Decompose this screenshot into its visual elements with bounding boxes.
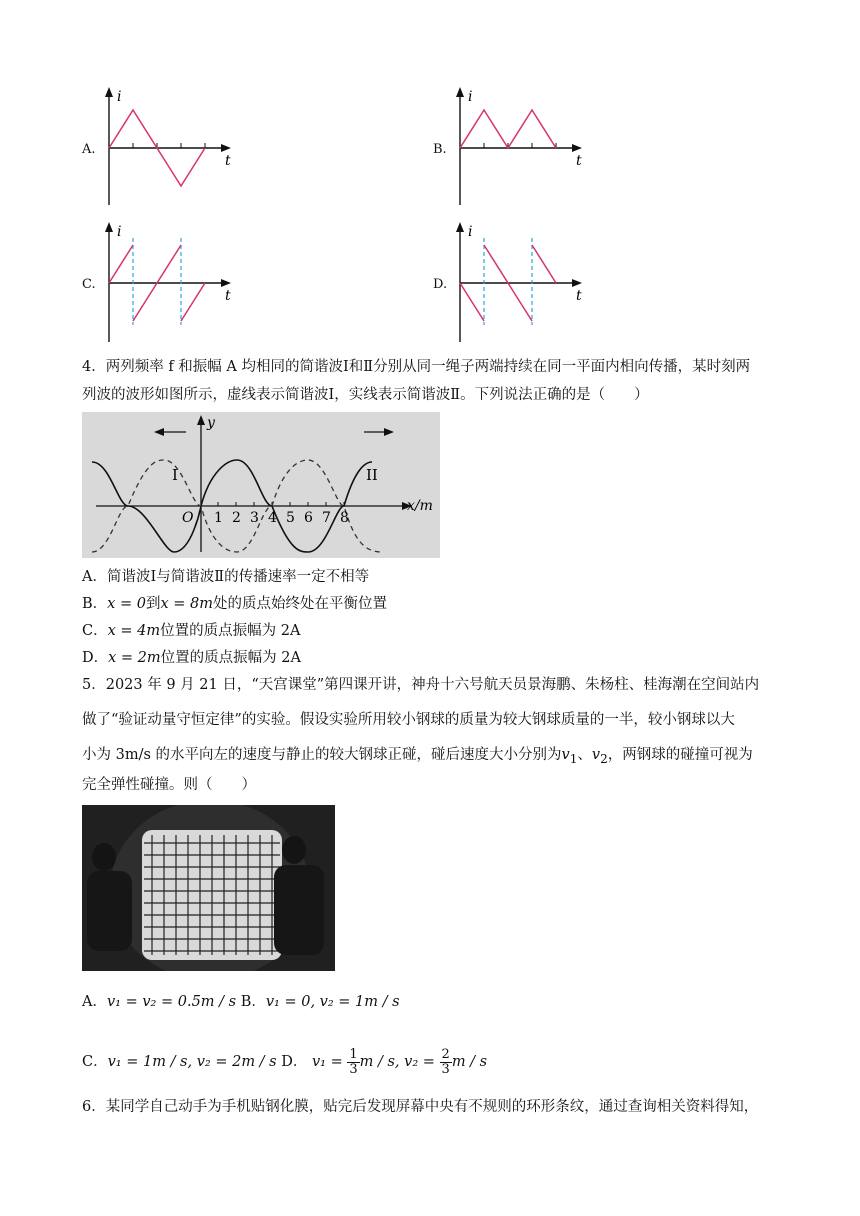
- q6-stem-line-1: 6．某同学自己动手为手机贴钢化膜，贴完后发现屏幕中央有不规则的环形条纹，通过查询相关资料得知，: [82, 1099, 759, 1115]
- q4-option-c: C．x = 4m位置的质点振幅为 2A: [82, 623, 301, 639]
- x-axis-label: x/m: [407, 498, 433, 514]
- origin-label: O: [182, 510, 194, 526]
- wave2-label: II: [366, 466, 378, 484]
- svg-text:i: i: [117, 89, 122, 105]
- space-station-photo: [82, 805, 335, 971]
- tick-label: 3: [250, 510, 259, 526]
- q5-stem-line-4: 完全弹性碰撞。则（ ）: [82, 777, 256, 793]
- svg-text:i: i: [468, 89, 473, 105]
- tick-label: 6: [304, 510, 313, 526]
- svg-text:i: i: [117, 224, 122, 240]
- graph-c: [95, 220, 245, 345]
- q5-options-cd: C．v₁ = 1m / s, v₂ = 2m / s D． v₁ = $\frac{1}{3}$ m / s, v₂ = $\frac{2}{3}$ m / s: [82, 1046, 488, 1077]
- q4-option-d: D．x = 2m位置的质点振幅为 2A: [82, 650, 301, 666]
- svg-text:t: t: [225, 153, 231, 169]
- tick-label: 4: [268, 510, 277, 526]
- option-label: C.: [82, 277, 96, 292]
- q5-options-ab: A．v₁ = v₂ = 0.5m / s B．v₁ = 0, v₂ = 1m / s: [82, 994, 400, 1010]
- option-label: D.: [433, 277, 448, 292]
- svg-text:t: t: [576, 153, 582, 169]
- q5-stem-line-3: 小为 3m/s 的水平向左的速度与静止的较大钢球正碰，碰后速度大小分别为$v_1$、$v_2$，两钢球的碰撞可视为: [82, 747, 753, 766]
- tick-label: 8: [340, 510, 349, 526]
- svg-text:t: t: [225, 288, 231, 304]
- svg-text:i: i: [468, 224, 473, 240]
- q4-stem-line-1: 4．两列频率 f 和振幅 A 均相同的简谐波Ⅰ和Ⅱ分别从同一绳子两端持续在同一平面内相向传播，某时刻两: [82, 359, 751, 375]
- svg-text:t: t: [576, 288, 582, 304]
- option-label: B.: [433, 142, 447, 157]
- graph-a: [95, 85, 245, 210]
- y-axis-label: y: [207, 415, 215, 431]
- q4-option-a: A．简谐波Ⅰ与简谐波Ⅱ的传播速率一定不相等: [82, 569, 370, 585]
- tick-label: 7: [322, 510, 331, 526]
- q5-stem-line-2: 做了“验证动量守恒定律”的实验。假设实验所用较小钢球的质量为较大钢球质量的一半，较小钢球以大: [82, 712, 735, 728]
- q4-option-b: B．x = 0到x = 8m处的质点始终处在平衡位置: [82, 596, 387, 612]
- graph-d: [446, 220, 596, 345]
- q4-stem-line-2: 列波的波形如图所示，虚线表示简谐波Ⅰ，实线表示简谐波Ⅱ。下列说法正确的是（ ）: [82, 387, 649, 403]
- wave-figure: [82, 412, 440, 558]
- graph-b: [446, 85, 596, 210]
- tick-label: 5: [286, 510, 295, 526]
- option-label: A.: [82, 142, 96, 157]
- wave1-label: I: [172, 466, 178, 484]
- tick-label: 2: [232, 510, 241, 526]
- q5-stem-line-1: 5．2023 年 9 月 21 日，“天宫课堂”第四课开讲，神舟十六号航天员景海鹏、朱杨柱、桂海潮在空间站内: [82, 677, 760, 693]
- tick-label: 1: [214, 510, 223, 526]
